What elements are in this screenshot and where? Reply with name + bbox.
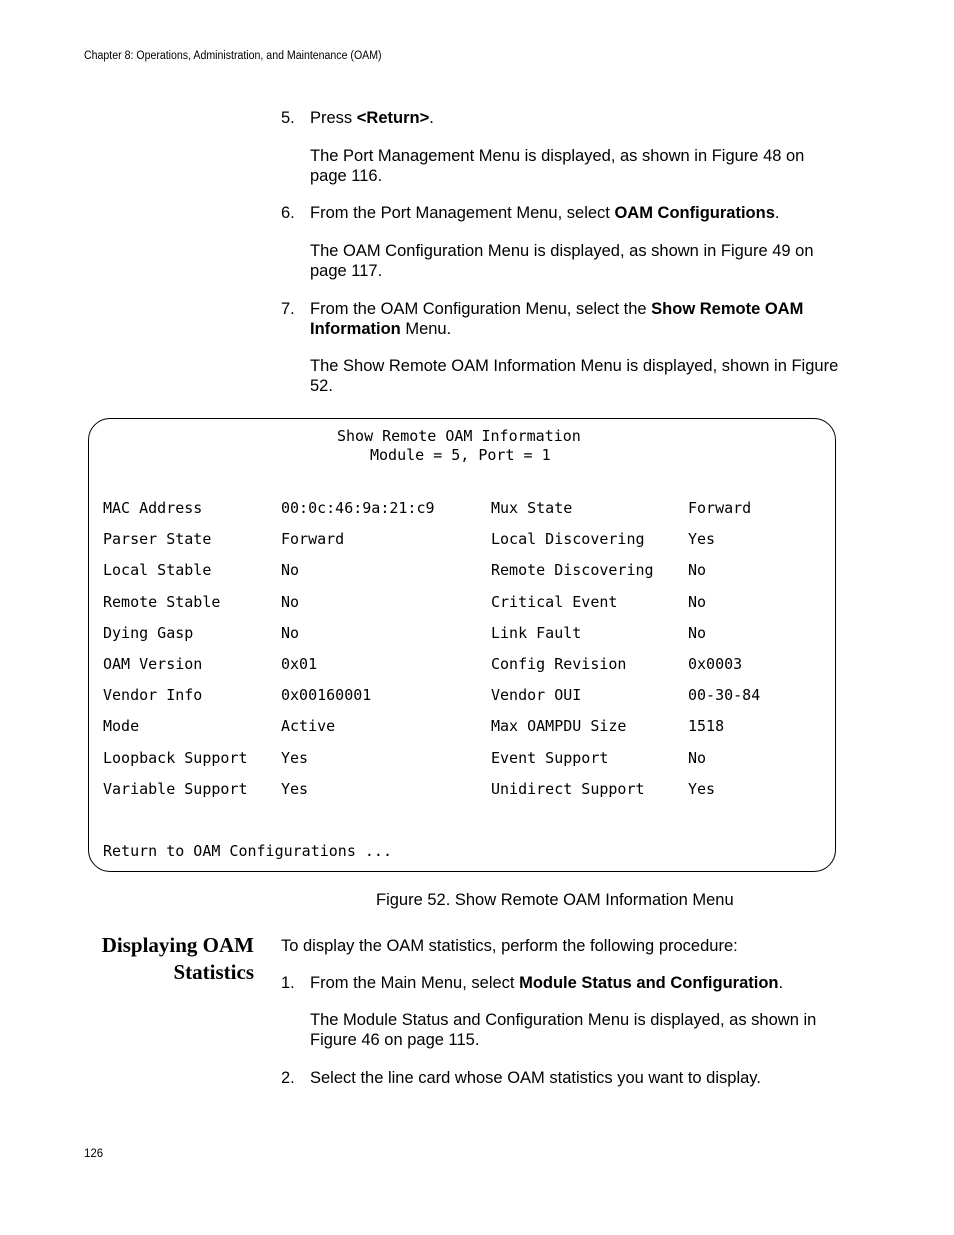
field-value: No [688,593,707,611]
field-value: Yes [688,780,716,798]
field-label: Local Discovering [491,530,645,548]
field-value: Active [281,717,336,735]
step-text: From the Main Menu, select Module Status and Configuration. [310,974,784,992]
step-text: Press <Return>. [310,109,434,127]
field-value: 0x01 [281,655,318,673]
field-value: No [281,561,300,579]
field-label: MAC Address [103,499,203,517]
step-text: Select the line card whose OAM statistics you want to display. [310,1069,761,1087]
field-label: Vendor Info [103,686,203,704]
step-number: 6. [281,204,295,222]
field-value: Yes [281,780,309,798]
step-number: 2. [281,1069,295,1087]
field-value: Yes [281,749,309,767]
field-value: 00:0c:46:9a:21:c9 [281,499,435,517]
field-value: No [281,624,300,642]
field-label: Remote Stable [103,593,221,611]
step-text: From the Port Management Menu, select OAM Configurations. [310,204,780,222]
field-value: No [281,593,300,611]
return-menu-option[interactable]: Return to OAM Configurations ... [103,842,392,860]
figure-caption: Figure 52. Show Remote OAM Information Menu [376,891,734,909]
section-heading: Displaying OAM Statistics [101,933,254,984]
page-number: 126 [84,1148,104,1160]
field-label: Config Revision [491,655,627,673]
field-label: Parser State [103,530,212,548]
field-value: Forward [281,530,345,548]
section-intro: To display the OAM statistics, perform the following procedure: [281,937,738,955]
step-keyword: <Return> [356,109,430,127]
field-value: No [688,561,707,579]
field-label: Max OAMPDU Size [491,717,627,735]
step-number: 7. [281,300,295,318]
field-value: 0x0003 [688,655,743,673]
field-label: OAM Version [103,655,203,673]
field-label: Dying Gasp [103,624,194,642]
field-label: Unidirect Support [491,780,645,798]
field-value: Yes [688,530,716,548]
field-value: 1518 [688,717,725,735]
field-value: Forward [688,499,752,517]
field-label: Mux State [491,499,573,517]
field-value: No [688,749,707,767]
step-text: From the OAM Configuration Menu, select the Show Remote OAM Information Menu. [310,300,804,338]
field-label: Mode [103,717,140,735]
step-number: 1. [281,974,295,992]
field-value: 00-30-84 [688,686,761,704]
step-keyword: OAM Configurations [614,204,775,222]
step-keyword: Show Remote OAM Information [310,300,804,338]
field-label: Critical Event [491,593,618,611]
step-5-result: The Port Management Menu is displayed, as shown in Figure 48 on page 116. [310,147,805,185]
field-label: Loopback Support [103,749,248,767]
step-number: 5. [281,109,295,127]
field-label: Vendor OUI [491,686,582,704]
step-keyword: Module Status and Configuration [519,974,779,992]
field-label: Link Fault [491,624,582,642]
screen-subtitle: Module = 5, Port = 1 [370,446,551,464]
terminal-screen [88,418,836,872]
running-header: Chapter 8: Operations, Administration, and Maintenance (OAM) [84,50,382,62]
field-label: Variable Support [103,780,248,798]
step-6-result: The OAM Configuration Menu is displayed, as shown in Figure 49 on page 117. [310,242,814,280]
field-label: Local Stable [103,561,212,579]
field-label: Event Support [491,749,609,767]
field-value: 0x00160001 [281,686,372,704]
field-label: Remote Discovering [491,561,654,579]
field-value: No [688,624,707,642]
screen-title: Show Remote OAM Information [337,427,581,445]
step-7-result: The Show Remote OAM Information Menu is displayed, shown in Figure 52. [310,357,839,395]
step-1-result: The Module Status and Configuration Menu is displayed, as shown in Figure 46 on page 115. [310,1011,817,1049]
